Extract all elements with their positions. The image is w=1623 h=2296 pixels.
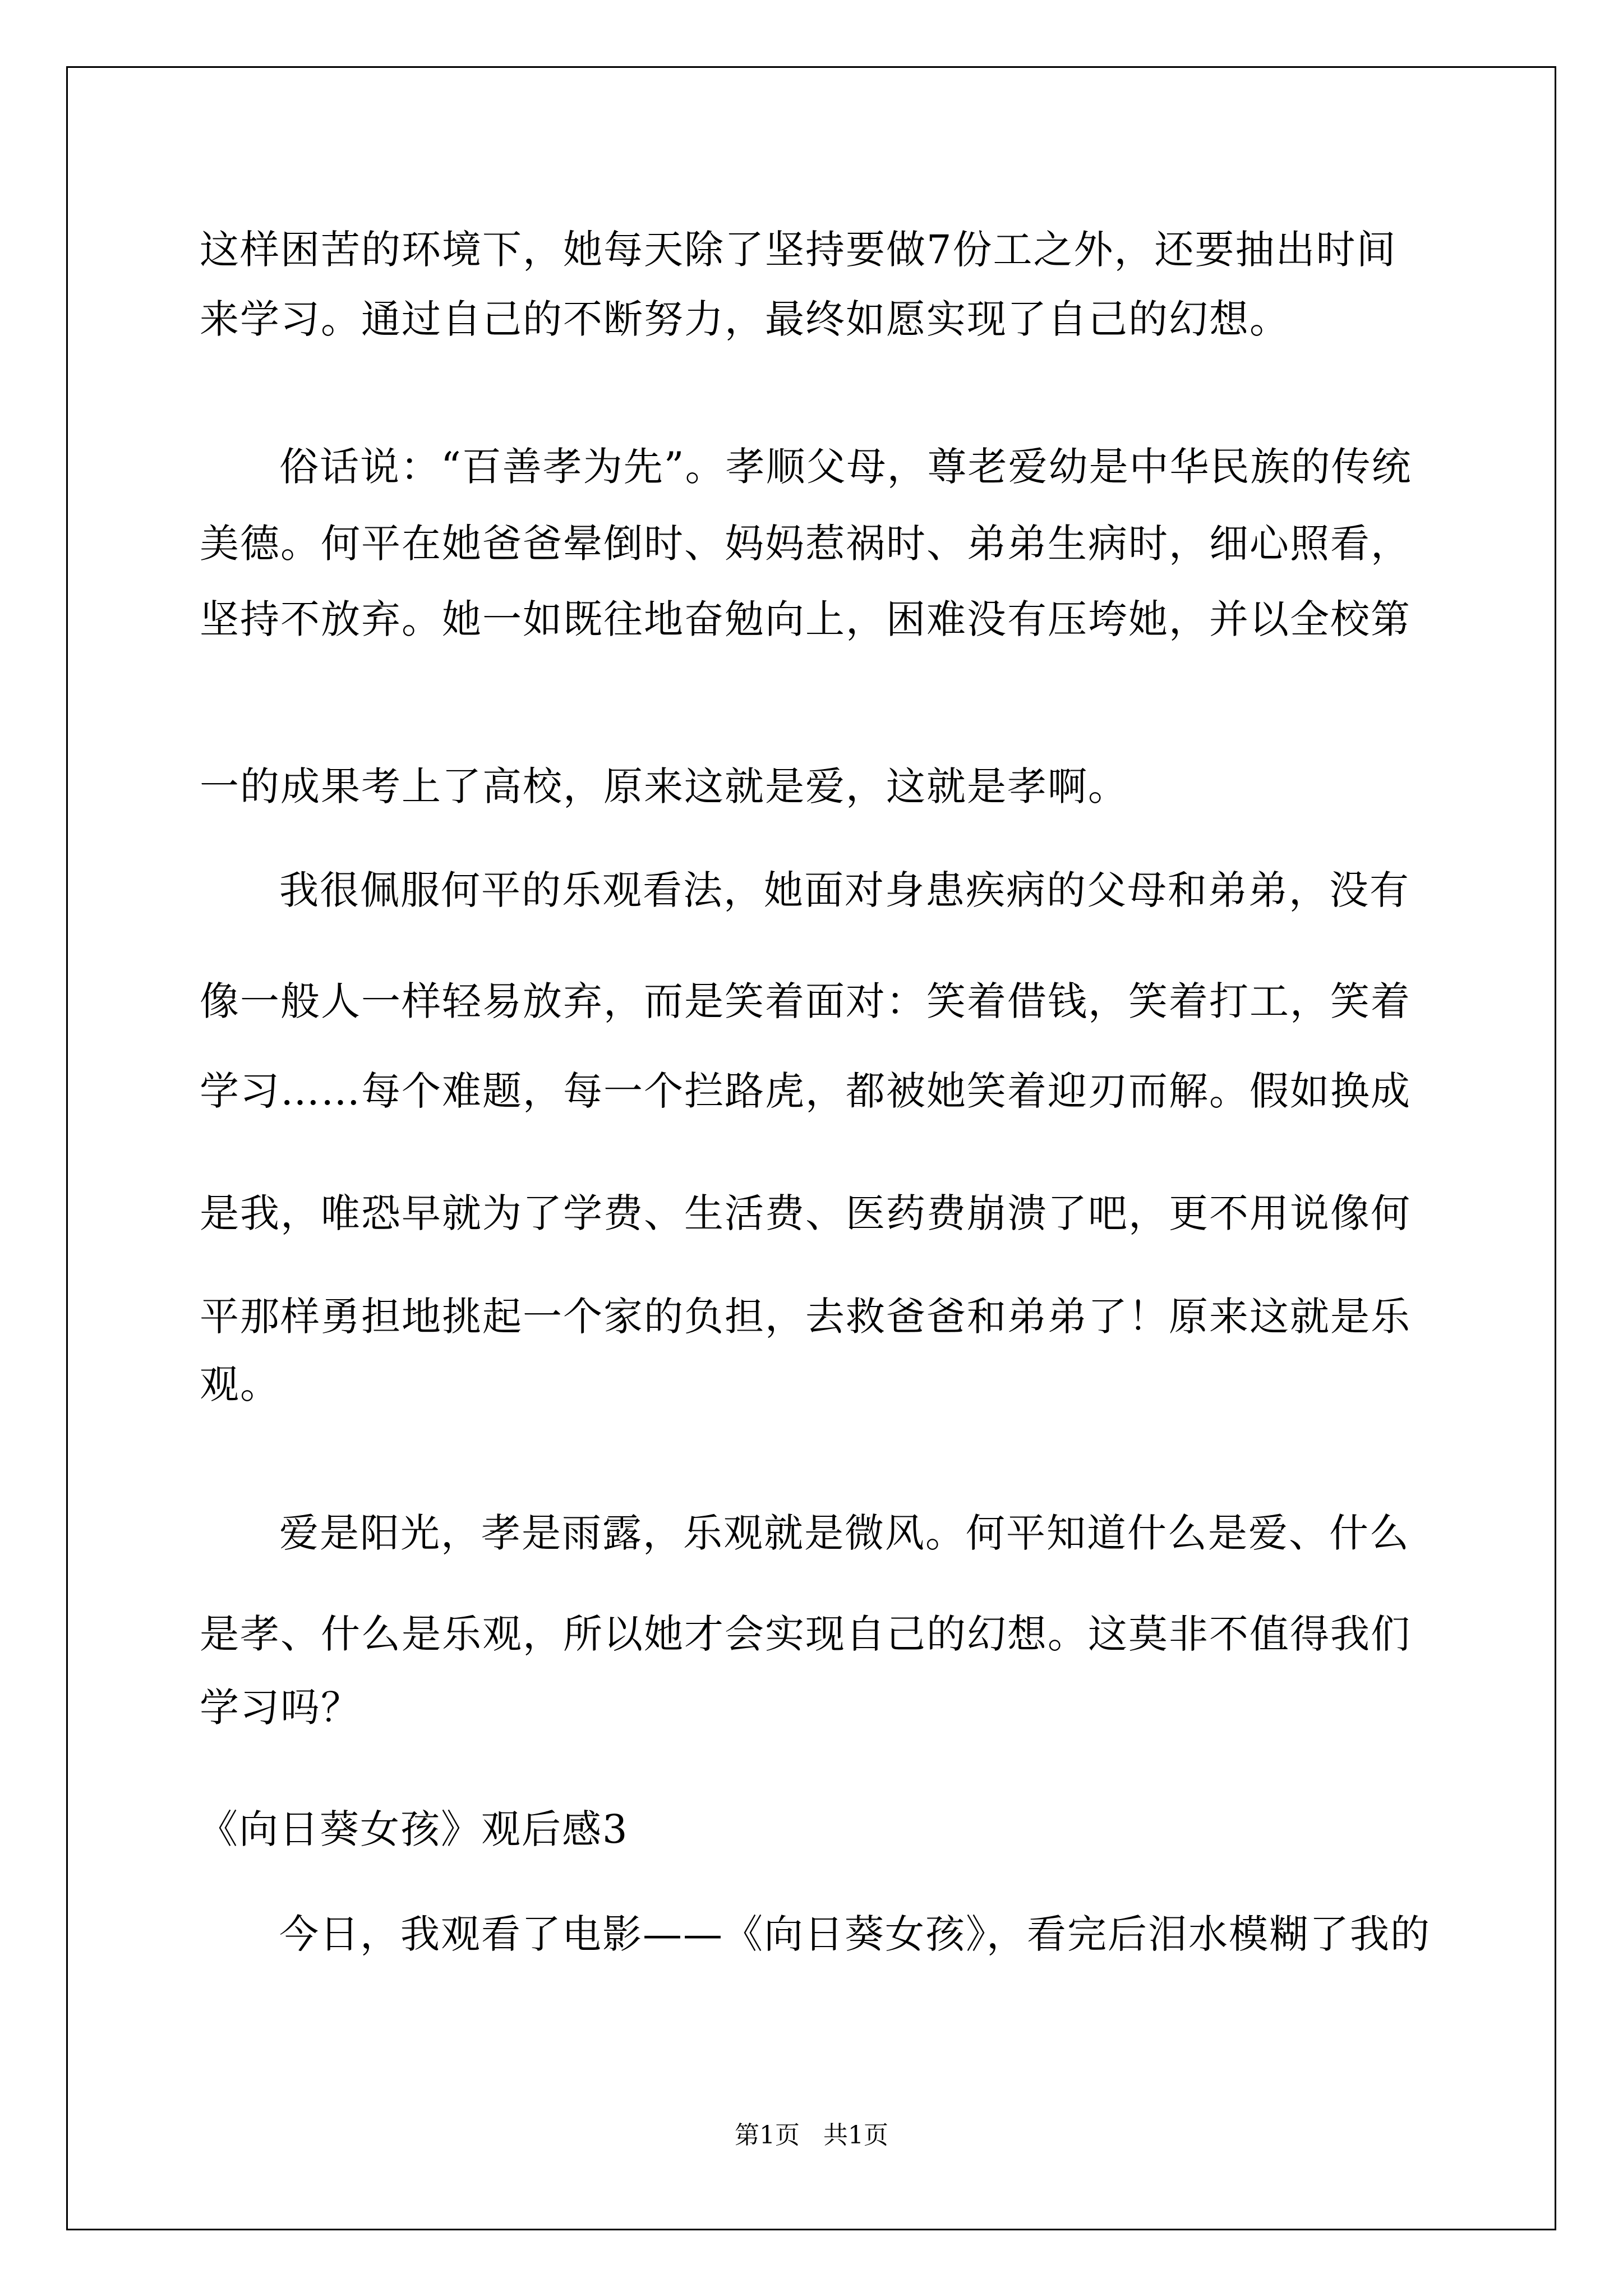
text-line: 来学习。通过自己的不断努力，最终如愿实现了自己的幻想。 (200, 296, 1290, 342)
text-line: 观。 (200, 1361, 280, 1407)
text-line: 是我，唯恐早就为了学费、生活费、医药费崩溃了吧，更不用说像何 (200, 1190, 1411, 1236)
text-line: 学习……每个难题，每一个拦路虎，都被她笑着迎刃而解。假如换成 (200, 1068, 1411, 1114)
text-line: 爱是阳光，孝是雨露，乐观就是微风。何平知道什么是爱、什么 (279, 1510, 1410, 1556)
text-line: 美德。何平在她爸爸晕倒时、妈妈惹祸时、弟弟生病时，细心照看， (200, 521, 1411, 567)
text-line: 我很佩服何平的乐观看法，她面对身患疾病的父母和弟弟，没有 (279, 867, 1410, 913)
text-line: 今日，我观看了电影——《向日葵女孩》，看完后泪水模糊了我的 (279, 1911, 1431, 1957)
text-line: 坚持不放弃。她一如既往地奋勉向上，困难没有压垮她，并以全校第 (200, 596, 1411, 642)
page-number-footer: 第1页 共1页 (735, 2121, 888, 2150)
text-line: 俗话说：“百善孝为先”。孝顺父母，尊老爱幼是中华民族的传统 (279, 444, 1412, 490)
text-line: 是孝、什么是乐观，所以她才会实现自己的幻想。这莫非不值得我们 (200, 1611, 1411, 1657)
text-line: 这样困苦的环境下，她每天除了坚持要做7份工之外，还要抽出时间 (200, 227, 1397, 273)
text-line: 平那样勇担地挑起一个家的负担，去救爸爸和弟弟了！原来这就是乐 (200, 1294, 1411, 1340)
text-line: 像一般人一样轻易放弃，而是笑着面对：笑着借钱，笑着打工，笑着 (200, 978, 1411, 1024)
section-heading: 《向日葵女孩》观后感3 (199, 1806, 629, 1852)
text-line: 学习吗？ (200, 1685, 361, 1731)
text-line: 一的成果考上了高校，原来这就是爱，这就是孝啊。 (200, 763, 1128, 809)
